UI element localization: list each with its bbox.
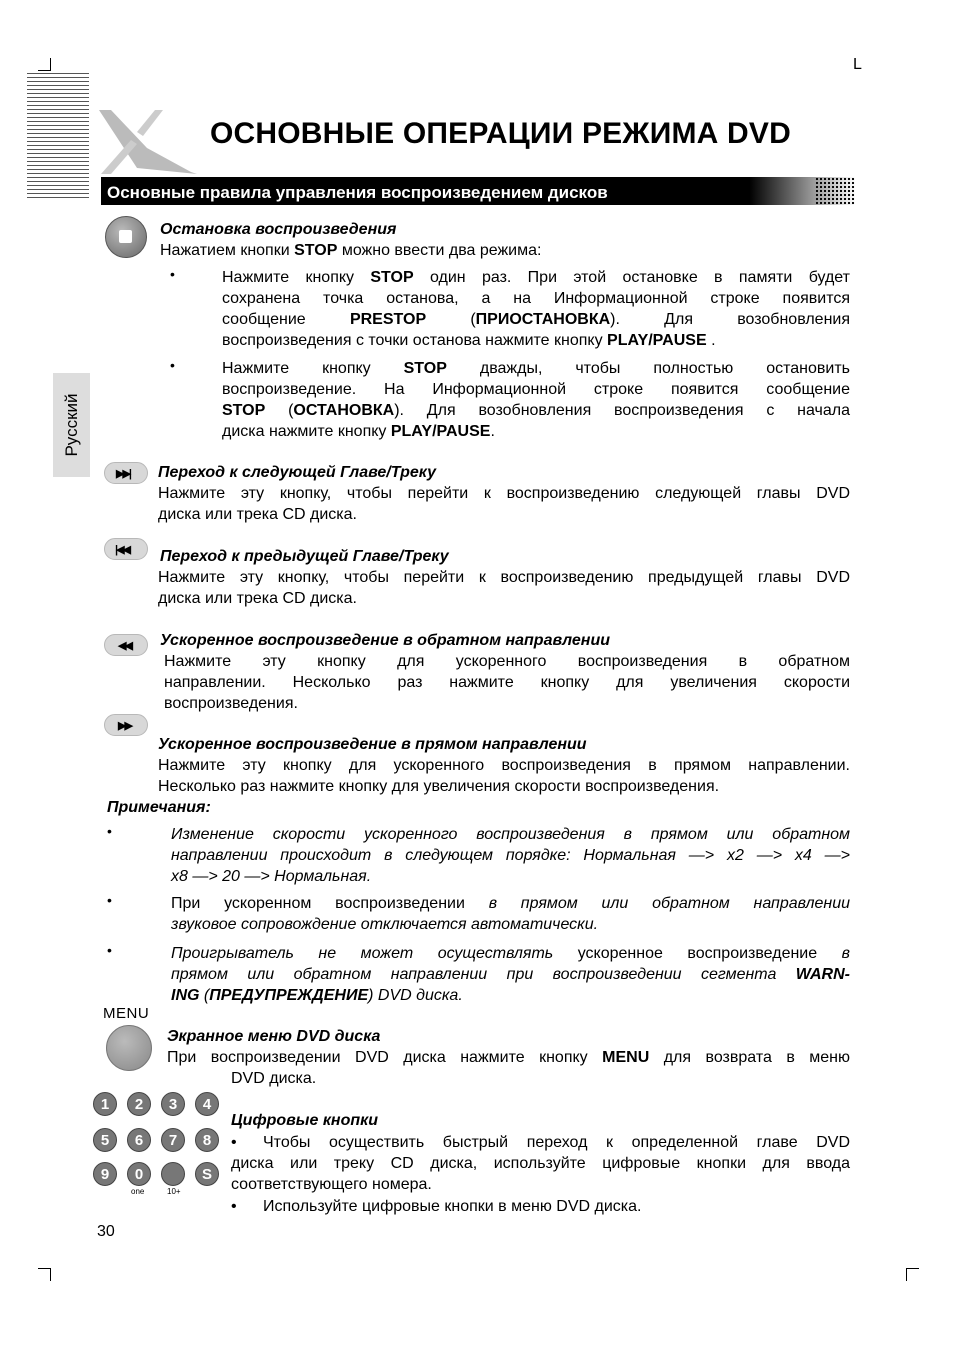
prev-heading: Переход к предыдущей Главе/Треку (160, 548, 449, 565)
rew-line3: воспроизведения. (164, 695, 298, 712)
crop-mark-bottom-right (906, 1268, 919, 1281)
stop-bullet-2 (222, 358, 850, 442)
menu-heading: Экранное меню DVD диска (167, 1028, 381, 1045)
digits-heading: Цифровые кнопки (231, 1112, 379, 1129)
ff-heading: Ускоренное воспроизведение в прямом направлении (158, 736, 587, 753)
decorative-stripes (27, 73, 89, 198)
digit-key-2-icon: 2 (127, 1092, 151, 1116)
rew-body (164, 651, 850, 714)
language-side-tab (53, 373, 90, 477)
stop-b2-line3: STOP (ОСТАНОВКА). Для возобновления воспроизведения с начала (222, 402, 850, 419)
stop-intro-text: Нажатием кнопки (160, 242, 295, 259)
note-1 (171, 824, 850, 887)
prev-line2: диска или трека CD диска. (158, 590, 357, 607)
digit-key-1-icon: 1 (93, 1092, 117, 1116)
previous-track-icon: |◀◀ (104, 538, 148, 560)
digit-key-0-icon: 0 (127, 1162, 151, 1186)
digits-b1-line1: • Чтобы осуществить быстрый переход к определенной главе DVD (231, 1134, 850, 1151)
stop-intro (160, 240, 541, 261)
note-1-line3: x8 —> 20 —> Нормальная. (171, 868, 372, 885)
next-body (158, 483, 850, 525)
digit-key-4-icon: 4 (195, 1092, 219, 1116)
stop-intro-text-2: можно ввести два режима: (337, 242, 542, 259)
stop-b1-line3: сообщение PRESTOP (ПРИОСТАНОВКА). Для возобновления (222, 311, 851, 328)
digits-b1-line2: диска или треку CD диска, используйте цифровые кнопки для ввода (231, 1155, 850, 1172)
next-track-icon: ▶▶| (104, 462, 148, 484)
digit-key-s-icon: S (195, 1162, 219, 1186)
digits-b2-text: Используйте цифровые кнопки в меню DVD диска. (263, 1198, 642, 1215)
menu-body (167, 1047, 850, 1089)
banner-dot-pattern (815, 177, 855, 205)
crop-mark-top-left (38, 58, 51, 71)
rew-heading: Ускоренное воспроизведение в обратном направлении (160, 632, 610, 649)
digit-key-9-icon: 9 (93, 1162, 117, 1186)
rewind-icon: ◀◀ (104, 634, 148, 656)
prev-body (158, 567, 850, 609)
stop-bullet-1 (222, 267, 850, 351)
stop-heading: Остановка воспроизведения (160, 221, 397, 238)
notes-heading: Примечания: (107, 799, 211, 816)
note-2-line2: звуковое сопровождение отключается автоматически. (171, 916, 599, 933)
page-title: ОСНОВНЫЕ ОПЕРАЦИИ РЕЖИМА DVD (210, 117, 791, 150)
digit-key-7-icon: 7 (161, 1128, 185, 1152)
digits-b1-line3: соответствующего номера. (231, 1176, 432, 1193)
rew-line2: направлении. Несколько раз нажмите кнопку для увеличения скорости (164, 674, 850, 691)
section-banner-text: Основные правила управления воспроизведением дисков (107, 183, 608, 202)
stop-intro-key: STOP (294, 242, 338, 259)
digit-key-one-sublabel: one (131, 1187, 145, 1196)
fast-forward-icon: ▶▶ (104, 714, 148, 736)
rew-line1: Нажмите эту кнопку для ускоренного воспроизведения в обратном (164, 653, 850, 670)
digits-bullet-2: • Используйте цифровые кнопки в меню DVD диска. (231, 1198, 642, 1215)
note-2 (171, 893, 850, 935)
bullet-mark: • (107, 823, 112, 839)
prev-line1: Нажмите эту кнопку, чтобы перейти к воспроизведению предыдущей главы DVD (158, 569, 850, 586)
page-number: 30 (97, 1223, 115, 1240)
note-1-line2: направлении происходит в следующем порядке: Нормальная —> x2 —> x4 —> (171, 847, 850, 864)
digit-key-3-icon: 3 (161, 1092, 185, 1116)
digit-key-10plus-sublabel: 10+ (167, 1187, 181, 1196)
crop-mark-bottom-left (38, 1268, 51, 1281)
ff-line2: Несколько раз нажмите кнопку для увеличения скорости воспроизведения. (158, 778, 720, 795)
menu-icon-label: MENU (103, 1005, 150, 1022)
stop-button-icon (105, 216, 147, 258)
stop-b2-line2: воспроизведение. На Информационной строке появится сообщение (222, 381, 850, 398)
digit-key-8-icon: 8 (195, 1128, 219, 1152)
note-1-line1: Изменение скорости ускоренного воспроизведения в прямом или обратном (171, 826, 850, 843)
language-side-tab-label: Русский (61, 393, 81, 457)
menu-line1: При воспроизведении DVD диска нажмите кнопку MENU для возврата в меню (167, 1049, 851, 1066)
stop-b1-line2: сохранена точка останова, а на Информационной строке появится (222, 290, 850, 307)
menu-button-icon (106, 1025, 152, 1071)
stop-b1-line4: воспроизведения с точки останова нажмите кнопку PLAY/PAUSE . (222, 332, 716, 349)
bullet-mark: • (107, 892, 112, 908)
note-3-line2: прямом или обратном направлении при воспроизведении сегмента WARN- (171, 966, 850, 983)
bullet-mark: • (170, 266, 175, 282)
crop-mark-top-right: L (853, 56, 862, 73)
note-3 (171, 943, 850, 1006)
section-banner (101, 177, 855, 205)
stop-b1-line1: Нажмите кнопку STOP один раз. При этой остановке в памяти будет (222, 269, 851, 286)
stop-b2-line1: Нажмите кнопку STOP дважды, чтобы полностью остановить (222, 360, 851, 377)
digits-bullet-1 (231, 1132, 850, 1195)
bullet-mark: • (107, 942, 112, 958)
stop-b2-line4: диска нажмите кнопку PLAY/PAUSE. (222, 423, 495, 440)
number-keypad-icon (93, 1092, 223, 1202)
next-line1: Нажмите эту кнопку, чтобы перейти к воспроизведению следующей главы DVD (158, 485, 850, 502)
menu-line2: DVD диска. (231, 1070, 317, 1087)
digit-key-10plus-icon (161, 1162, 185, 1186)
next-line2: диска или трека CD диска. (158, 506, 357, 523)
note-3-line1: Проигрыватель не может осуществлять ускоренное воспроизведение в (171, 945, 851, 962)
note-2-line1: При ускоренном воспроизведении в прямом или обратном направлении (171, 895, 851, 912)
digit-key-6-icon: 6 (127, 1128, 151, 1152)
brand-logo-icon (97, 108, 197, 178)
digit-key-5-icon: 5 (93, 1128, 117, 1152)
note-3-line3: ING (ПРЕДУПРЕЖДЕНИЕ) DVD диска. (171, 987, 463, 1004)
next-heading: Переход к следующей Главе/Треку (158, 464, 436, 481)
ff-body (158, 755, 850, 797)
bullet-mark: • (170, 357, 175, 373)
ff-line1: Нажмите эту кнопку для ускоренного воспроизведения в прямом направлении. (158, 757, 850, 774)
